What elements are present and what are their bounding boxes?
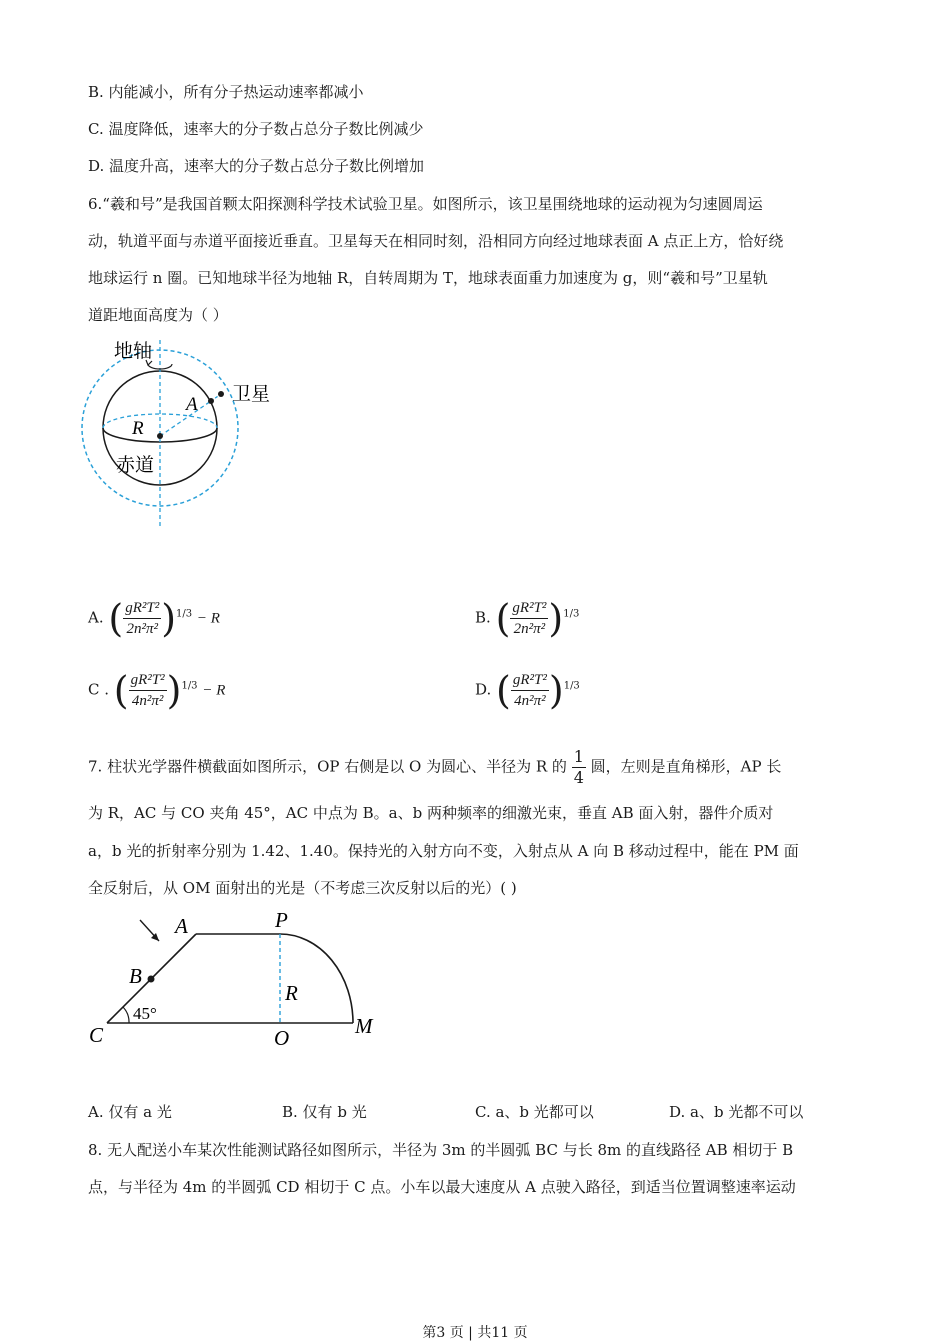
label-angle: 45°: [133, 1004, 157, 1023]
center-point: [157, 433, 163, 439]
q7-option-b: B. 仅有 b 光: [282, 1103, 367, 1121]
satellite: [218, 391, 224, 397]
q6-stem-line1: 6.“羲和号”是我国首颗太阳探测科学技术试验卫星。如图所示，该卫星围绕地球的运动视为匀速圆周运: [88, 195, 763, 213]
point-b: [148, 976, 155, 983]
q7-stem-line1: 7. 柱状光学器件横截面如图所示，OP 右侧是以 O 为圆心、半径为 R 的 $\frac{1}{4}$ 圆，左则是直角梯形，AP 长: [88, 747, 782, 787]
page-footer: 第3 页 | 共11 页: [422, 1325, 528, 1341]
angle-arc: [123, 1007, 129, 1023]
label-a: A: [186, 394, 198, 415]
q5-option-b: B. 内能减小，所有分子热运动速率都减小: [88, 83, 364, 101]
satellite-label: 卫星: [232, 384, 271, 405]
q7-stem-line3: a，b 光的折射率分别为 1.42、1.40。保持光的入射方向不变，入射点从 A 向 B 移动过程中，能在 PM 面: [88, 842, 799, 860]
q7-option-c: C. a、b 光都可以: [475, 1103, 594, 1121]
q8-stem-line1: 8. 无人配送小车某次性能测试路径如图所示，半径为 3m 的半圆弧 BC 与长 8m 的直线路径 AB 相切于 B: [88, 1141, 794, 1159]
label-r: R: [285, 981, 298, 1005]
label-b: B: [129, 964, 142, 988]
q7-option-a: A. 仅有 a 光: [88, 1103, 172, 1121]
q7-option-d: D. a、b 光都不可以: [669, 1103, 804, 1121]
axis-label: 地轴: [114, 341, 153, 362]
q7-stem-line2: 为 R，AC 与 CO 夹角 45°，AC 中点为 B。a、b 两种频率的细激光束，垂直 AB 面入射，器件介质对: [88, 804, 774, 822]
q6-option-a: A. ( $\frac{\text{gR²T²}}{\text{2n²π²}}$ )$^{1/3}$ − R: [88, 596, 220, 641]
point-a: [208, 398, 214, 404]
arc-pm: [280, 934, 353, 1023]
q7-stem-line4: 全反射后，从 OM 面射出的光是（不考虑三次反射以后的光）( ): [88, 879, 517, 897]
q5-option-d: D. 温度升高，速率大的分子数占总分子数比例增加: [88, 157, 425, 175]
q6-option-c: C . ( $\frac{\text{gR²T²}}{\text{4n²π²}}$ )$^{1/3}$ − R: [88, 668, 226, 713]
q6-stem-line2: 动，轨道平面与赤道平面接近垂直。卫星每天在相同时刻，沿相同方向经过地球表面 A 点正上方，恰好绕: [88, 232, 784, 250]
q6-earth-figure: [80, 330, 300, 535]
equator-label: 赤道: [116, 455, 155, 476]
q6-option-d: D. ( $\frac{\text{gR²T²}}{\text{4n²π²}}$ )$^{1/3}$: [475, 668, 580, 713]
q6-stem-line3: 地球运行 n 圈。已知地球半径为地轴 R，自转周期为 T，地球表面重力加速度为 g，则“羲和号”卫星轨: [88, 269, 768, 287]
label-a: A: [175, 914, 188, 938]
q8-stem-line2: 点，与半径为 4m 的半圆弧 CD 相切于 C 点。小车以最大速度从 A 点驶入路径，到适当位置调整速率运动: [88, 1178, 796, 1196]
label-c: C: [89, 1023, 104, 1047]
label-r: R: [132, 418, 144, 439]
label-m: M: [355, 1014, 373, 1038]
q6-stem-line4: 道距地面高度为（ ）: [88, 306, 228, 324]
label-p: P: [275, 908, 288, 932]
label-o: O: [274, 1026, 290, 1050]
q7-optics-figure: [85, 905, 385, 1055]
q6-option-b: B. ( $\frac{\text{gR²T²}}{\text{2n²π²}}$ )$^{1/3}$: [475, 596, 580, 641]
q5-option-c: C. 温度降低，速率大的分子数占总分子数比例减少: [88, 120, 424, 138]
